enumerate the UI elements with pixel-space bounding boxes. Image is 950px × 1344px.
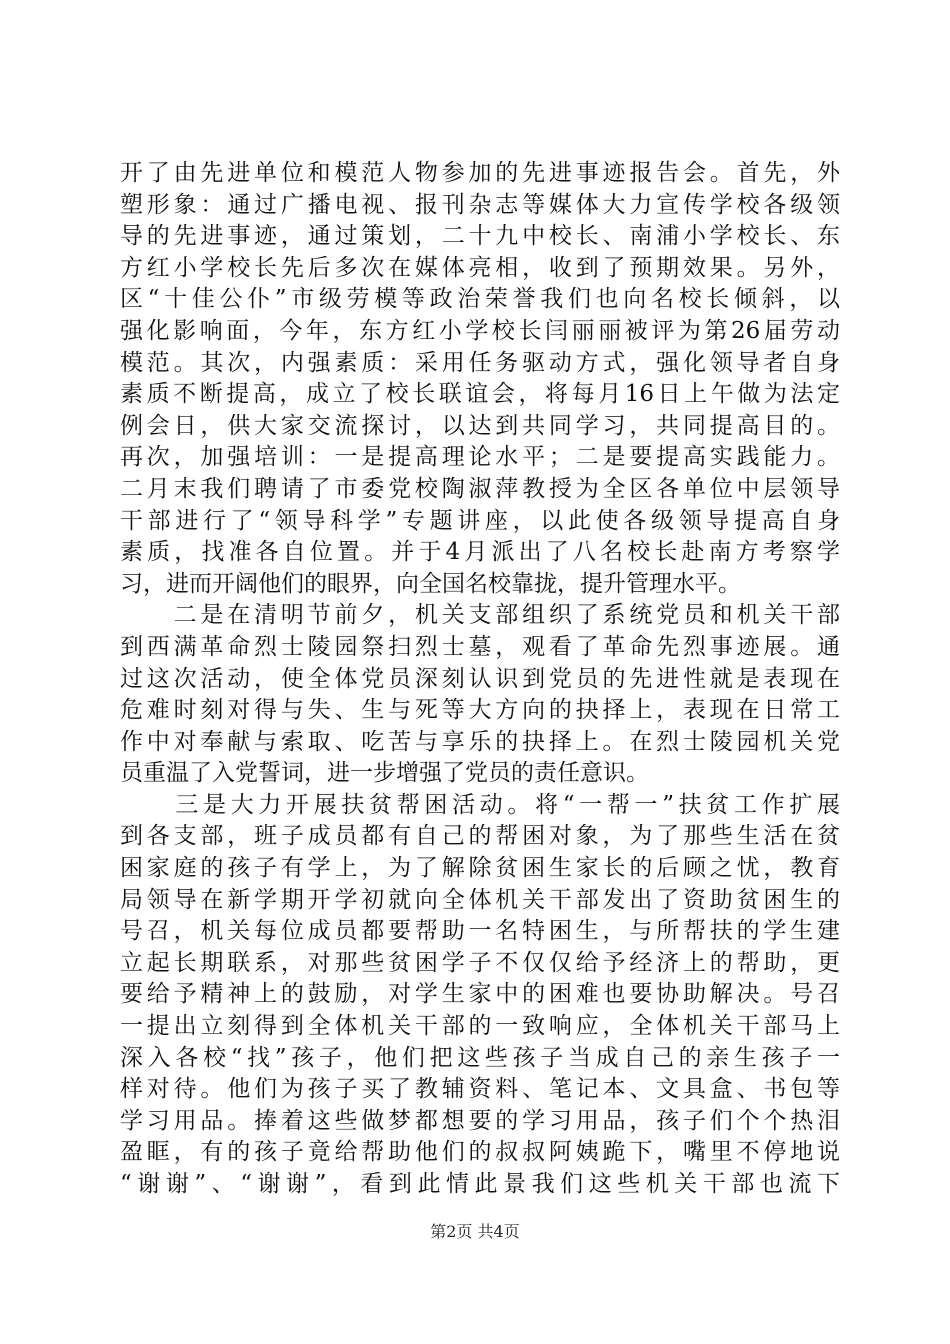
- text-line: 干部进行了“领导科学”专题讲座，以此使各级领导提高自身: [120, 507, 840, 534]
- text-line: “谢谢”、“谢谢”，看到此情此景我们这些机关干部也流下: [120, 1171, 840, 1197]
- text-line: 深入各校“找”孩子，他们把这些孩子当成自己的亲生孩子一: [120, 1044, 840, 1071]
- text-line: 二月末我们聘请了市委党校陶淑萍教授为全区各单位中层领导: [120, 475, 840, 502]
- text-line: 模范。其次，内强素质：采用任务驱动方式，强化领导者自身: [120, 349, 840, 376]
- text-line: 塑形象：通过广播电视、报刊杂志等媒体大力宣传学校各级领: [120, 191, 840, 218]
- text-line: 号召，机关每位成员都要帮助一名特困生，与所帮扶的学生建: [120, 918, 840, 945]
- text-line: 一提出立刻得到全体机关干部的一致响应，全体机关干部马上: [120, 1013, 840, 1040]
- text-line: 习，进而开阔他们的眼界，向全国名校靠拢，提升管理水平。: [120, 570, 741, 597]
- text-line: 二是在清明节前夕，机关支部组织了系统党员和机关干部: [120, 602, 840, 629]
- text-line: 区“十佳公仆”市级劳模等政治荣誉我们也向名校长倾斜，以: [120, 286, 840, 313]
- text-line: 危难时刻对得与失、生与死等大方向的抉择上，表现在日常工: [120, 697, 840, 724]
- text-line: 局领导在新学期开学初就向全体机关干部发出了资助贫困生的: [120, 886, 840, 913]
- text-line: 困家庭的孩子有学上，为了解除贫困生家长的后顾之忧，教育: [120, 855, 840, 882]
- text-line: 方红小学校长先后多次在媒体亮相，收到了预期效果。另外，: [120, 254, 840, 281]
- text-line: 素质不断提高，成立了校长联谊会，将每月16日上午做为法定: [120, 381, 840, 408]
- text-line: 样对待。他们为孩子买了教辅资料、笔记本、文具盒、书包等: [120, 1076, 840, 1103]
- text-line: 导的先进事迹，通过策划，二十九中校长、南浦小学校长、东: [120, 223, 840, 250]
- text-line: 强化影响面，今年，东方红小学校长闫丽丽被评为第26届劳动: [120, 317, 840, 344]
- text-line: 过这次活动，使全体党员深刻认识到党员的先进性就是表现在: [120, 665, 840, 692]
- text-line: 要给予精神上的鼓励，对学生家中的困难也要协助解决。号召: [120, 981, 840, 1008]
- text-line: 盈眶，有的孩子竟给帮助他们的叔叔阿姨跪下，嘴里不停地说: [120, 1139, 840, 1166]
- text-line: 作中对奉献与索取、吃苦与享乐的抉择上。在烈士陵园机关党: [120, 728, 840, 755]
- text-line: 立起长期联系，对那些贫困学子不仅仅给予经济上的帮助，更: [120, 949, 840, 976]
- text-line: 开了由先进单位和模范人物参加的先进事迹报告会。首先，外: [120, 160, 840, 186]
- text-line: 再次，加强培训：一是提高理论水平；二是要提高实践能力。: [120, 444, 840, 471]
- body-text: [120, 158, 840, 1201]
- text-line: 例会日，供大家交流探讨，以达到共同学习，共同提高目的。: [120, 412, 840, 439]
- page-number-footer: 第2页 共4页: [430, 1222, 520, 1241]
- text-line: 到西满革命烈士陵园祭扫烈士墓，观看了革命先烈事迹展。通: [120, 633, 840, 660]
- text-line: 到各支部，班子成员都有自己的帮困对象，为了那些生活在贫: [120, 823, 840, 850]
- text-line: 三是大力开展扶贫帮困活动。将“一帮一”扶贫工作扩展: [120, 791, 840, 818]
- text-line: 素质，找准各自位置。并于4月派出了八名校长赴南方考察学: [120, 539, 840, 566]
- text-line: 学习用品。捧着这些做梦都想要的学习用品，孩子们个个热泪: [120, 1107, 840, 1134]
- text-line: 员重温了入党誓词，进一步增强了党员的责任意识。: [120, 760, 649, 787]
